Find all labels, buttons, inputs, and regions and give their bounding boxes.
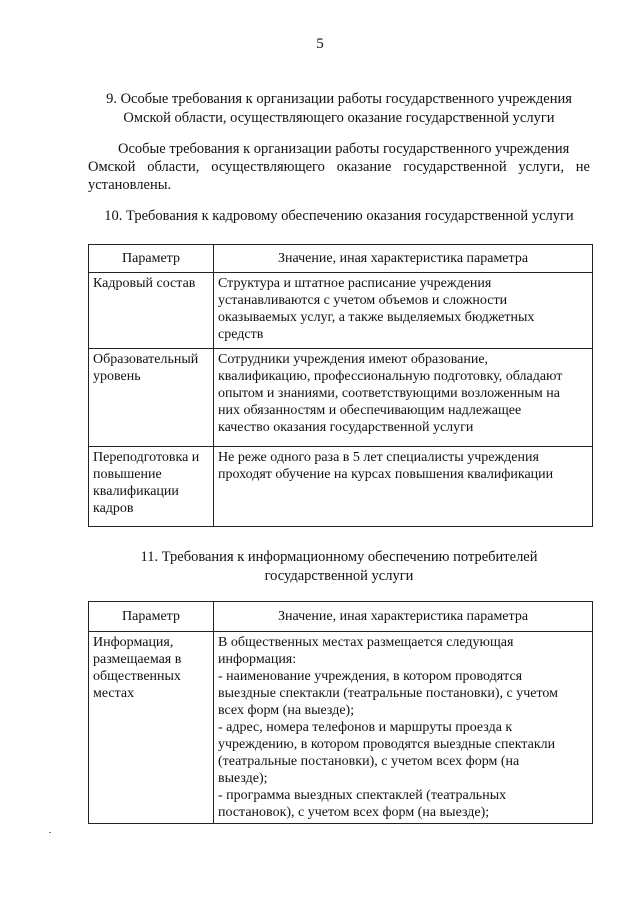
- cell-line: постановок), с учетом всех форм (на выезде);: [218, 805, 490, 820]
- cell-line: квалификацию, профессиональную подготовку, обладают: [218, 369, 563, 384]
- cell-line: Структура и штатное расписание учреждения: [218, 276, 492, 291]
- staffing-requirements-table: [88, 244, 593, 527]
- cell-line: квалификации: [93, 484, 179, 499]
- value-cell: [214, 273, 593, 349]
- scan-speck: [49, 832, 51, 833]
- cell-line: всех форм (на выезде);: [218, 703, 355, 718]
- cell-line: (театральные постановки), с учетом всех форм (на: [218, 754, 520, 769]
- table-header-row: [89, 602, 593, 632]
- column-header-value: Значение, иная характеристика параметра: [214, 245, 593, 273]
- table-header-row: [89, 245, 593, 273]
- paragraph-line: Особые требования к организации работы государственного учреждения: [118, 141, 570, 157]
- cell-line: выездные спектакли (театральные постановки), с учетом: [218, 686, 558, 701]
- column-header-parameter: Параметр: [89, 602, 214, 632]
- param-cell: [89, 447, 214, 527]
- column-header-parameter: Параметр: [89, 245, 214, 273]
- section11-heading-line: государственной услуги: [264, 568, 414, 584]
- cell-line: устанавливаются с учетом объемов и сложности: [218, 293, 508, 308]
- table-row: [89, 273, 593, 349]
- param-cell: [89, 349, 214, 447]
- value-cell: [214, 447, 593, 527]
- cell-line: Кадровый состав: [93, 276, 196, 291]
- cell-line: местах: [93, 686, 135, 701]
- cell-line: размещаемая в: [93, 652, 182, 667]
- cell-line: повышение: [93, 467, 162, 482]
- section9-heading-line: 9. Особые требования к организации работы государственного учреждения: [106, 91, 572, 107]
- cell-line: Переподготовка и: [93, 450, 200, 465]
- page-number: 5: [316, 36, 324, 52]
- table-row: [89, 349, 593, 447]
- cell-line: - наименование учреждения, в котором проводятся: [218, 669, 523, 684]
- cell-line: Образовательный: [93, 352, 199, 367]
- cell-line: них обязанностям и обеспечивающим надлежащее: [218, 403, 522, 418]
- section11-heading: [88, 548, 590, 586]
- cell-line: средств: [218, 327, 264, 342]
- section11-heading-line: 11. Требования к информационному обеспечению потребителей: [140, 549, 538, 565]
- cell-line: учреждению, в котором проводятся выездные спектакли: [218, 737, 556, 752]
- cell-line: Сотрудники учреждения имеют образование,: [218, 352, 489, 367]
- cell-line: оказываемых услуг, а также выделяемых бюджетных: [218, 310, 535, 325]
- section9-heading: [88, 90, 590, 128]
- cell-line: проходят обучение на курсах повышения квалификации: [218, 467, 554, 482]
- paragraph-line: установлены.: [88, 177, 172, 193]
- value-cell: [214, 349, 593, 447]
- cell-line: Не реже одного раза в 5 лет специалисты учреждения: [218, 450, 539, 465]
- paragraph-line: Омской области, осуществляющего оказание государственной услуги, не: [88, 159, 590, 175]
- table-row: [89, 632, 593, 824]
- cell-line: - адрес, номера телефонов и маршруты проезда к: [218, 720, 513, 735]
- cell-line: выезде);: [218, 771, 268, 786]
- section9-paragraph: [88, 140, 590, 194]
- param-cell: [89, 632, 214, 824]
- information-requirements-table: [88, 601, 593, 824]
- cell-line: качество оказания государственной услуги: [218, 420, 474, 435]
- section10-heading: 10. Требования к кадровому обеспечению оказания государственной услуги: [104, 208, 574, 224]
- cell-line: В общественных местах размещается следующая: [218, 635, 514, 650]
- cell-line: уровень: [93, 369, 141, 384]
- cell-line: - программа выездных спектаклей (театральных: [218, 788, 507, 803]
- value-cell: [214, 632, 593, 824]
- param-cell: [89, 273, 214, 349]
- table-row: [89, 447, 593, 527]
- section9-heading-line: Омской области, осуществляющего оказание государственной услуги: [123, 110, 555, 126]
- cell-line: общественных: [93, 669, 181, 684]
- column-header-value: Значение, иная характеристика параметра: [214, 602, 593, 632]
- cell-line: Информация,: [93, 635, 174, 650]
- cell-line: информация:: [218, 652, 297, 667]
- cell-line: опытом и знаниями, соответствующими возложенным на: [218, 386, 560, 401]
- cell-line: кадров: [93, 501, 134, 516]
